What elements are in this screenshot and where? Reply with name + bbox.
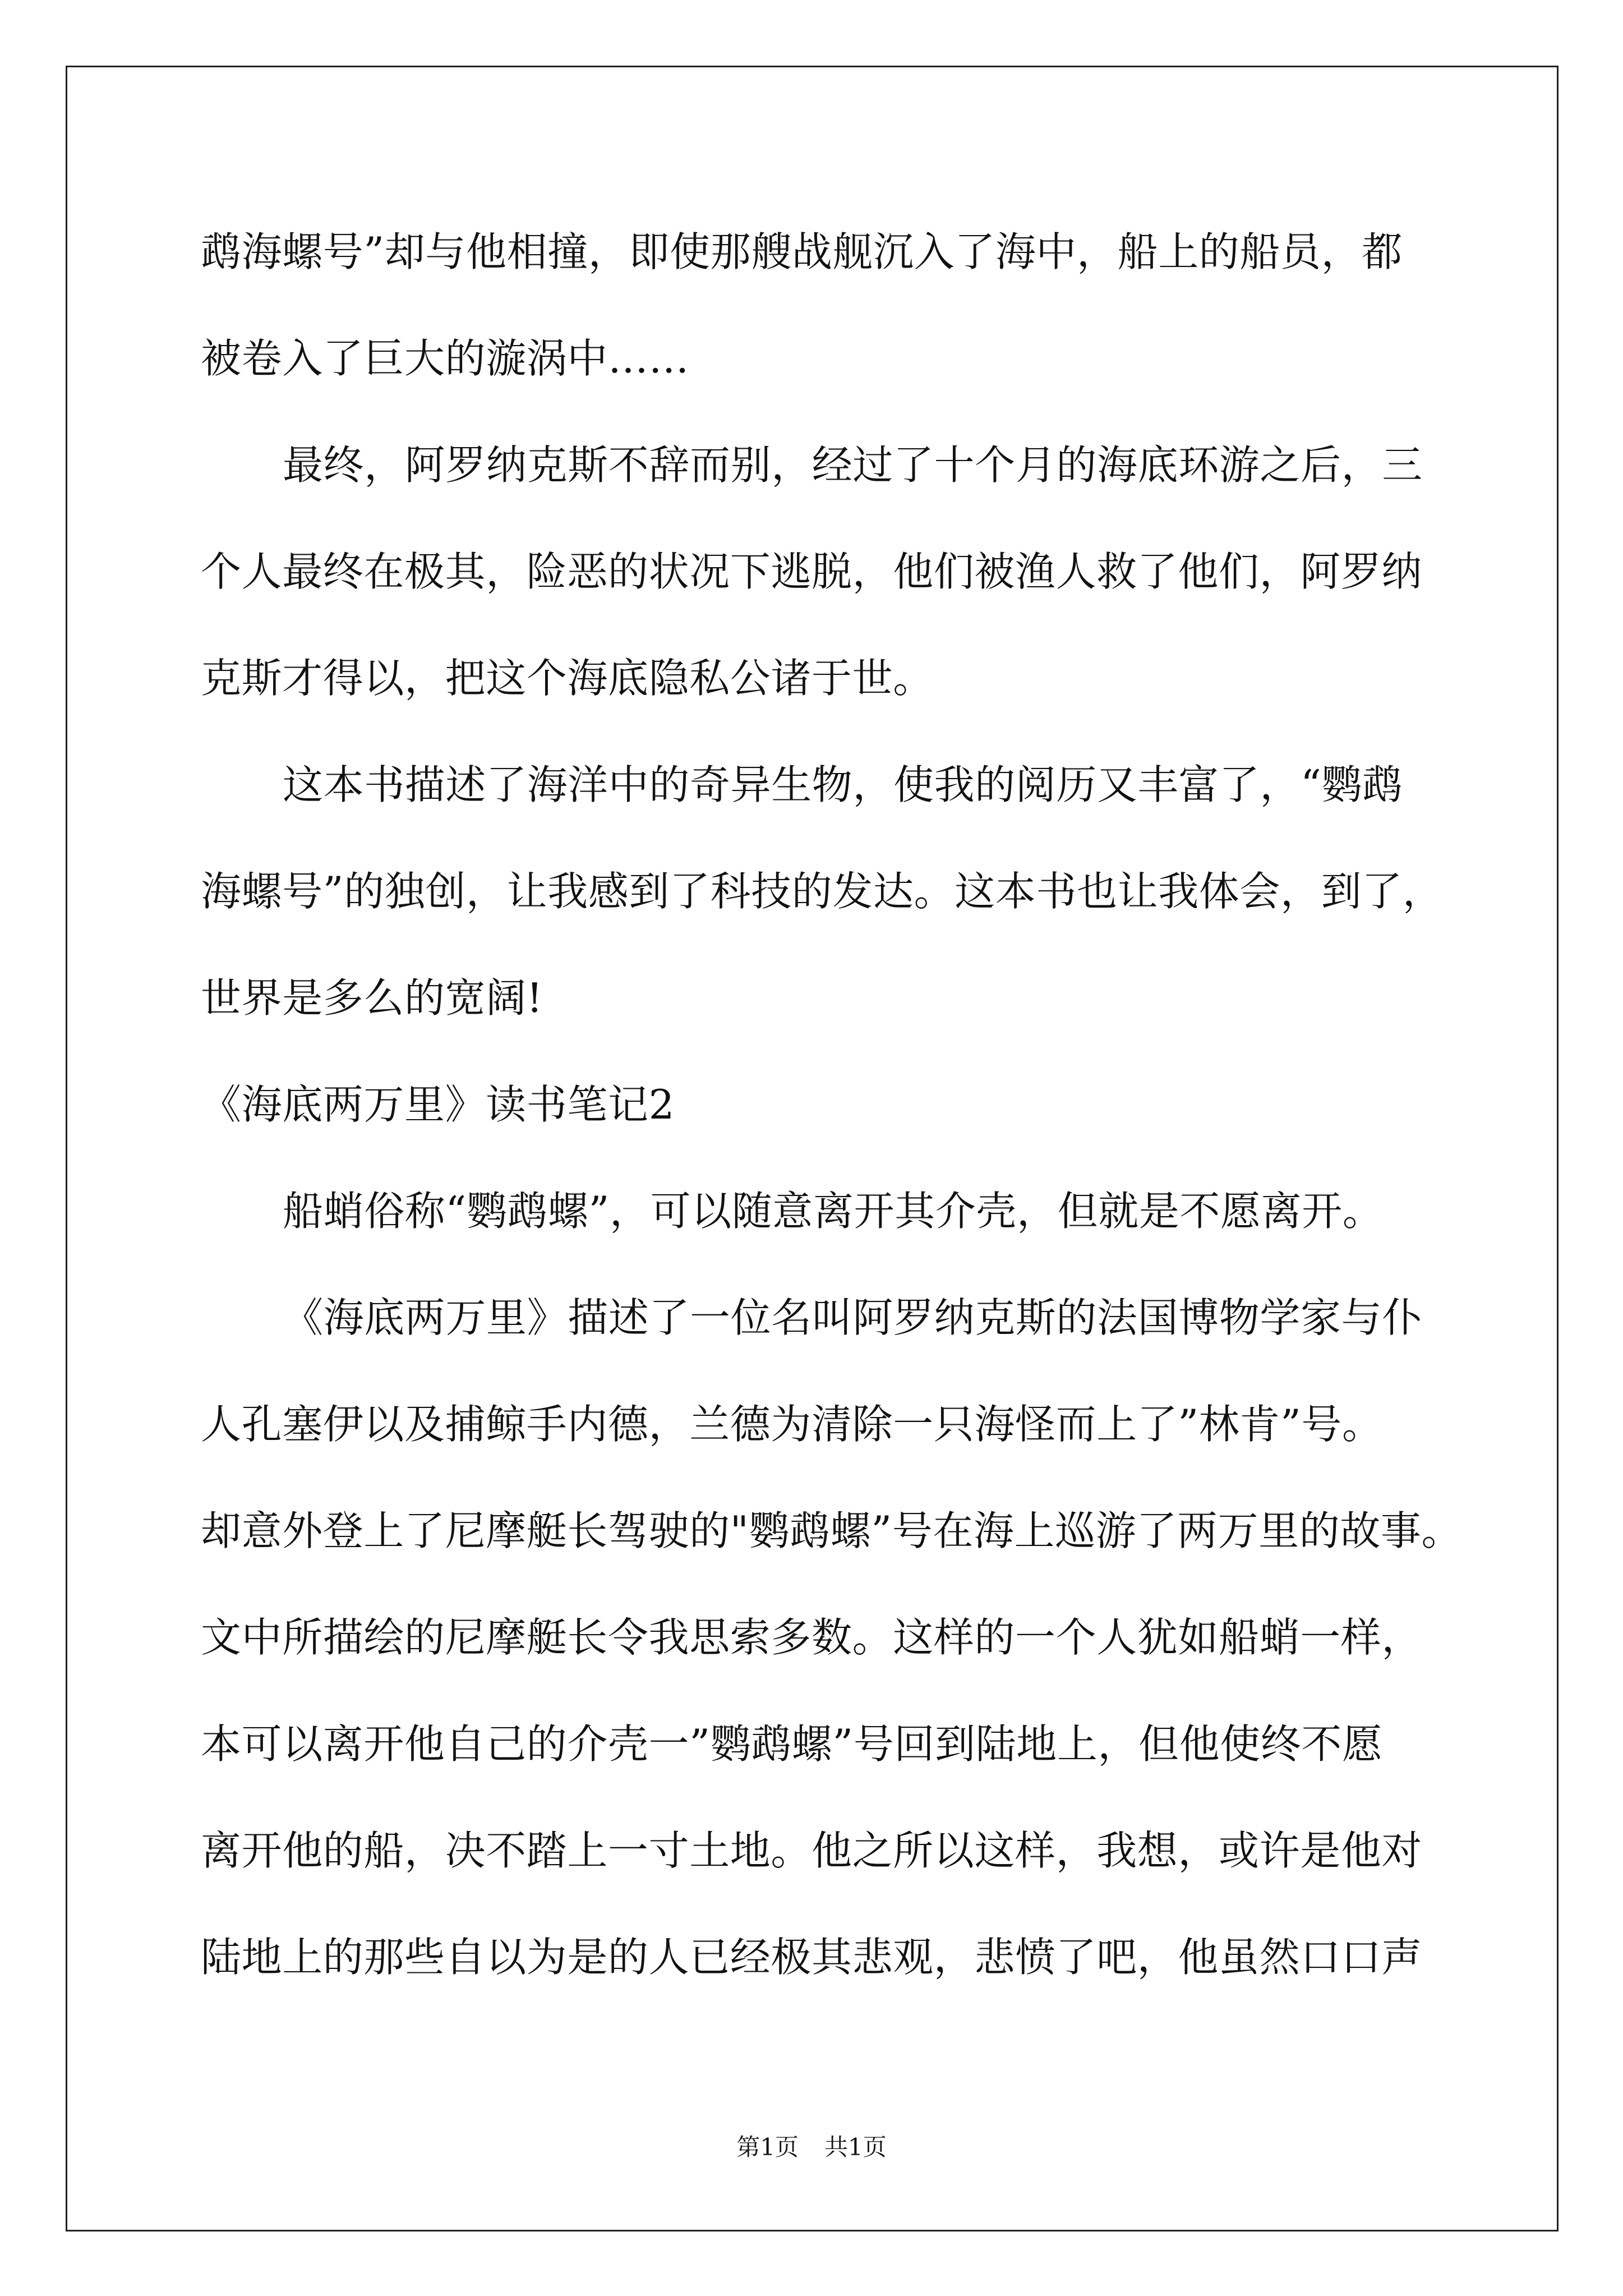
text-line: 海螺号”的独创，让我感到了科技的发达。这本书也让我体会，到了， [201,868,1444,915]
text-line: 个人最终在极其，险恶的状况下逃脱，他们被渔人救了他们，阿罗纳 [201,548,1423,595]
paragraph-start-line: 船蛸俗称“鹦鹉螺”，可以随意离开其介壳，但就是不愿离开。 [283,1188,1384,1235]
text-line: 鹉海螺号”却与他相撞，即使那艘战舰沉入了海中，船上的船员，都 [201,228,1403,275]
text-line: 被卷入了巨大的漩涡中…… [201,335,690,382]
text-line: 克斯才得以，把这个海底隐私公诸于世。 [201,655,934,702]
text-line: 文中所描绘的尼摩艇长令我思索多数。这样的一个人犹如船蛸一样， [201,1614,1423,1661]
paragraph-start-line: 《海底两万里》描述了一位名叫阿罗纳克斯的法国博物学家与仆 [283,1294,1423,1341]
paragraph-start-line: 最终，阿罗纳克斯不辞而别，经过了十个月的海底环游之后，三 [283,441,1423,489]
text-line: 陆地上的那些自以为是的人已经极其悲观，悲愤了吧，他虽然口口声 [201,1934,1423,1981]
page-number-label: 第1页 [736,2133,799,2161]
text-line: 离开他的船，决不踏上一寸土地。他之所以这样，我想，或许是他对 [201,1827,1423,1874]
text-line: 人孔塞伊以及捕鲸手内德，兰德为清除一只海怪而上了”林肯”号。 [201,1401,1383,1448]
text-line: 本可以离开他自己的介壳一”鹦鹉螺”号回到陆地上，但他使终不愿 [201,1720,1383,1768]
page-footer [0,2132,1623,2163]
text-line: 世界是多么的宽阔! [201,974,543,1022]
paragraph-start-line: 这本书描述了海洋中的奇异生物，使我的阅历又丰富了，“鹦鹉 [283,761,1403,808]
text-line: 却意外登上了尼摩艇长驾驶的"鹦鹉螺”号在海上巡游了两万里的故事。 [201,1507,1463,1554]
total-pages-label: 共1页 [824,2133,887,2161]
document-body [201,199,1468,2010]
section-heading: 《海底两万里》读书笔记2 [201,1081,675,1128]
